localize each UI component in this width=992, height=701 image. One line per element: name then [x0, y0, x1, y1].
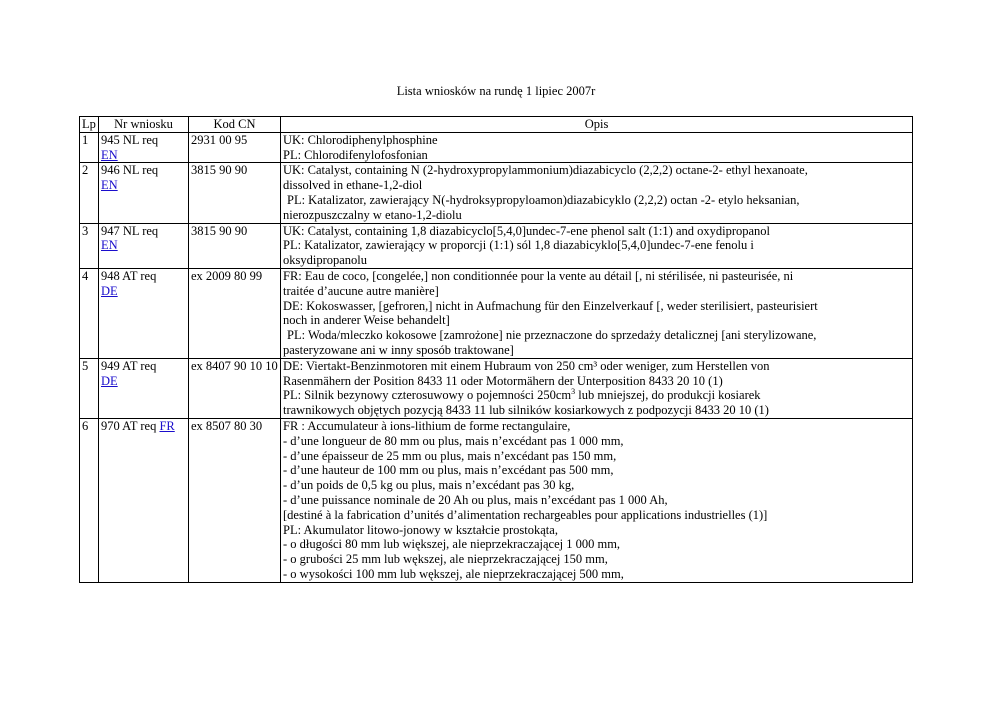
row-nr-wniosku — [99, 132, 189, 163]
opis-line: PL: Katalizator, zawierający N(-hydroksypropyloamon)diazabicyklo (2,2,2) octan -2- etylo heksanian, — [287, 192, 800, 207]
row-kod-cn: ex 8407 90 10 10 — [189, 358, 281, 418]
row-lp: 6 — [80, 418, 99, 582]
opis-line: dissolved in ethane-1,2-diol — [283, 178, 423, 193]
header-nr-wniosku: Nr wniosku — [99, 117, 189, 133]
request-number: 945 NL req — [101, 132, 159, 147]
opis-line: traitée d’aucune autre manière] — [283, 283, 439, 298]
row-lp: 4 — [80, 268, 99, 358]
table-row — [80, 268, 913, 358]
request-number: 948 AT req — [101, 268, 157, 283]
opis-line: - d’une puissance nominale de 20 Ah ou plus, mais n’excédant pas 1 000 Ah, — [283, 492, 668, 507]
row-lp: 5 — [80, 358, 99, 418]
opis-line: oksydipropanolu — [283, 253, 368, 268]
row-nr-wniosku — [99, 418, 189, 582]
opis-line: - d’un poids de 0,5 kg ou plus, mais n’excédant pas 30 kg, — [283, 478, 575, 493]
row-kod-cn: 3815 90 90 — [189, 163, 281, 223]
opis-line: - d’une hauteur de 100 mm ou plus, mais n’excédant pas 500 mm, — [283, 463, 614, 478]
opis-line: FR: Eau de coco, [congelée,] non conditionnée pour la vente au détail [, ni stérilisée, ni pasteurisée, ni — [283, 268, 794, 283]
header-opis: Opis — [281, 117, 913, 133]
opis-line: DE: Viertakt-Benzinmotoren mit einem Hubraum von 250 cm³ oder weniger, zum Herstellen von — [283, 358, 770, 373]
opis-text: lub mniejszej, do produkcji kosiarek — [575, 388, 761, 403]
row-opis — [281, 223, 913, 268]
opis-line: FR : Accumulateur à ions-lithium de forme rectangulaire, — [283, 418, 571, 433]
language-link-en[interactable]: EN — [101, 178, 118, 193]
row-lp: 3 — [80, 223, 99, 268]
language-link-de[interactable]: DE — [101, 283, 118, 298]
opis-line: UK: Chlorodiphenylphosphine — [283, 132, 438, 147]
row-kod-cn: 2931 00 95 — [189, 132, 281, 163]
table-row — [80, 358, 913, 418]
opis-line: nierozpuszczalny w etano-1,2-diolu — [283, 207, 462, 222]
row-opis — [281, 132, 913, 163]
row-lp: 2 — [80, 163, 99, 223]
row-nr-wniosku — [99, 358, 189, 418]
opis-text: PL: Silnik bezynowy czterosuwowy o pojemności 250cm — [283, 388, 572, 403]
row-lp: 1 — [80, 132, 99, 163]
opis-line: - o długości 80 mm lub większej, ale nieprzekraczającej 1 000 mm, — [283, 537, 621, 552]
opis-line: - d’une longueur de 80 mm ou plus, mais n’excédant pas 1 000 mm, — [283, 433, 624, 448]
opis-line: [destiné à la fabrication d’unités d’alimentation rechargeables pour applications industrielles (1)] — [283, 507, 768, 522]
header-lp: Lp — [80, 117, 99, 133]
opis-line: PL: Chlorodifenylofosfonian — [283, 147, 428, 162]
opis-line: Rasenmähern der Position 8433 11 oder Motormähern der Unterposition 8433 20 10 (1) — [283, 373, 723, 388]
row-opis — [281, 358, 913, 418]
row-kod-cn: ex 2009 80 99 — [189, 268, 281, 358]
row-opis — [281, 268, 913, 358]
row-nr-wniosku — [99, 223, 189, 268]
opis-line: PL: Katalizator, zawierający w proporcji (1:1) sól 1,8 diazabicyklo[5,4,0]undec-7-ene fenolu i — [283, 238, 754, 253]
opis-line: - o grubości 25 mm lub wększej, ale nieprzekraczającej 150 mm, — [283, 552, 608, 567]
row-opis — [281, 418, 913, 582]
row-kod-cn: ex 8507 80 30 — [189, 418, 281, 582]
request-number: 947 NL req — [101, 223, 159, 238]
table-row — [80, 163, 913, 223]
table-row — [80, 223, 913, 268]
table-row — [80, 132, 913, 163]
table-header-row — [80, 117, 913, 133]
table-row — [80, 418, 913, 582]
opis-line: noch in anderer Weise behandelt] — [283, 313, 450, 328]
opis-line: PL: Akumulator litowo-jonowy w kształcie prostokąta, — [283, 522, 558, 537]
applications-table — [79, 116, 913, 583]
opis-line: PL: Woda/mleczko kokosowe [zamrożone] nie przeznaczone do sprzedaży detalicznej [ani sterylizowane, — [287, 328, 817, 343]
language-link-en[interactable]: EN — [101, 147, 118, 162]
opis-line: UK: Catalyst, containing 1,8 diazabicyclo[5,4,0]undec-7-ene phenol salt (1:1) and oxydipropanol — [283, 223, 771, 238]
language-link-fr[interactable]: FR — [159, 418, 175, 433]
opis-line: - o wysokości 100 mm lub wększej, ale nieprzekraczającej 500 mm, — [283, 566, 624, 581]
request-number: 946 NL req — [101, 163, 159, 178]
opis-line: pasteryzowane ani w inny sposób traktowane] — [283, 342, 514, 357]
row-nr-wniosku — [99, 163, 189, 223]
document-title: Lista wniosków na rundę 1 lipiec 2007r — [396, 84, 596, 98]
opis-line: DE: Kokoswasser, [gefroren,] nicht in Aufmachung für den Einzelverkauf [, weder sterilisiert, pasteurisiert — [283, 298, 818, 313]
row-opis — [281, 163, 913, 223]
language-link-en[interactable]: EN — [101, 238, 118, 253]
row-nr-wniosku — [99, 268, 189, 358]
request-number: 949 AT req — [101, 358, 157, 373]
row-kod-cn: 3815 90 90 — [189, 223, 281, 268]
opis-line: - d’une épaisseur de 25 mm ou plus, mais n’excédant pas 150 mm, — [283, 448, 617, 463]
request-number: 970 AT req — [101, 418, 157, 433]
superscript: 3 — [571, 387, 576, 397]
language-link-de[interactable]: DE — [101, 373, 118, 388]
opis-line: UK: Catalyst, containing N (2-hydroxypropylammonium)diazabicyclo (2,2,2) octane-2- ethyl hexanoate, — [283, 163, 808, 178]
header-kod-cn: Kod CN — [189, 117, 281, 133]
opis-line: trawnikowych objętych pozycją 8433 11 lub silników kosiarkowych z podpozycji 8433 20 10 (1) — [283, 403, 769, 418]
opis-line — [283, 388, 910, 403]
